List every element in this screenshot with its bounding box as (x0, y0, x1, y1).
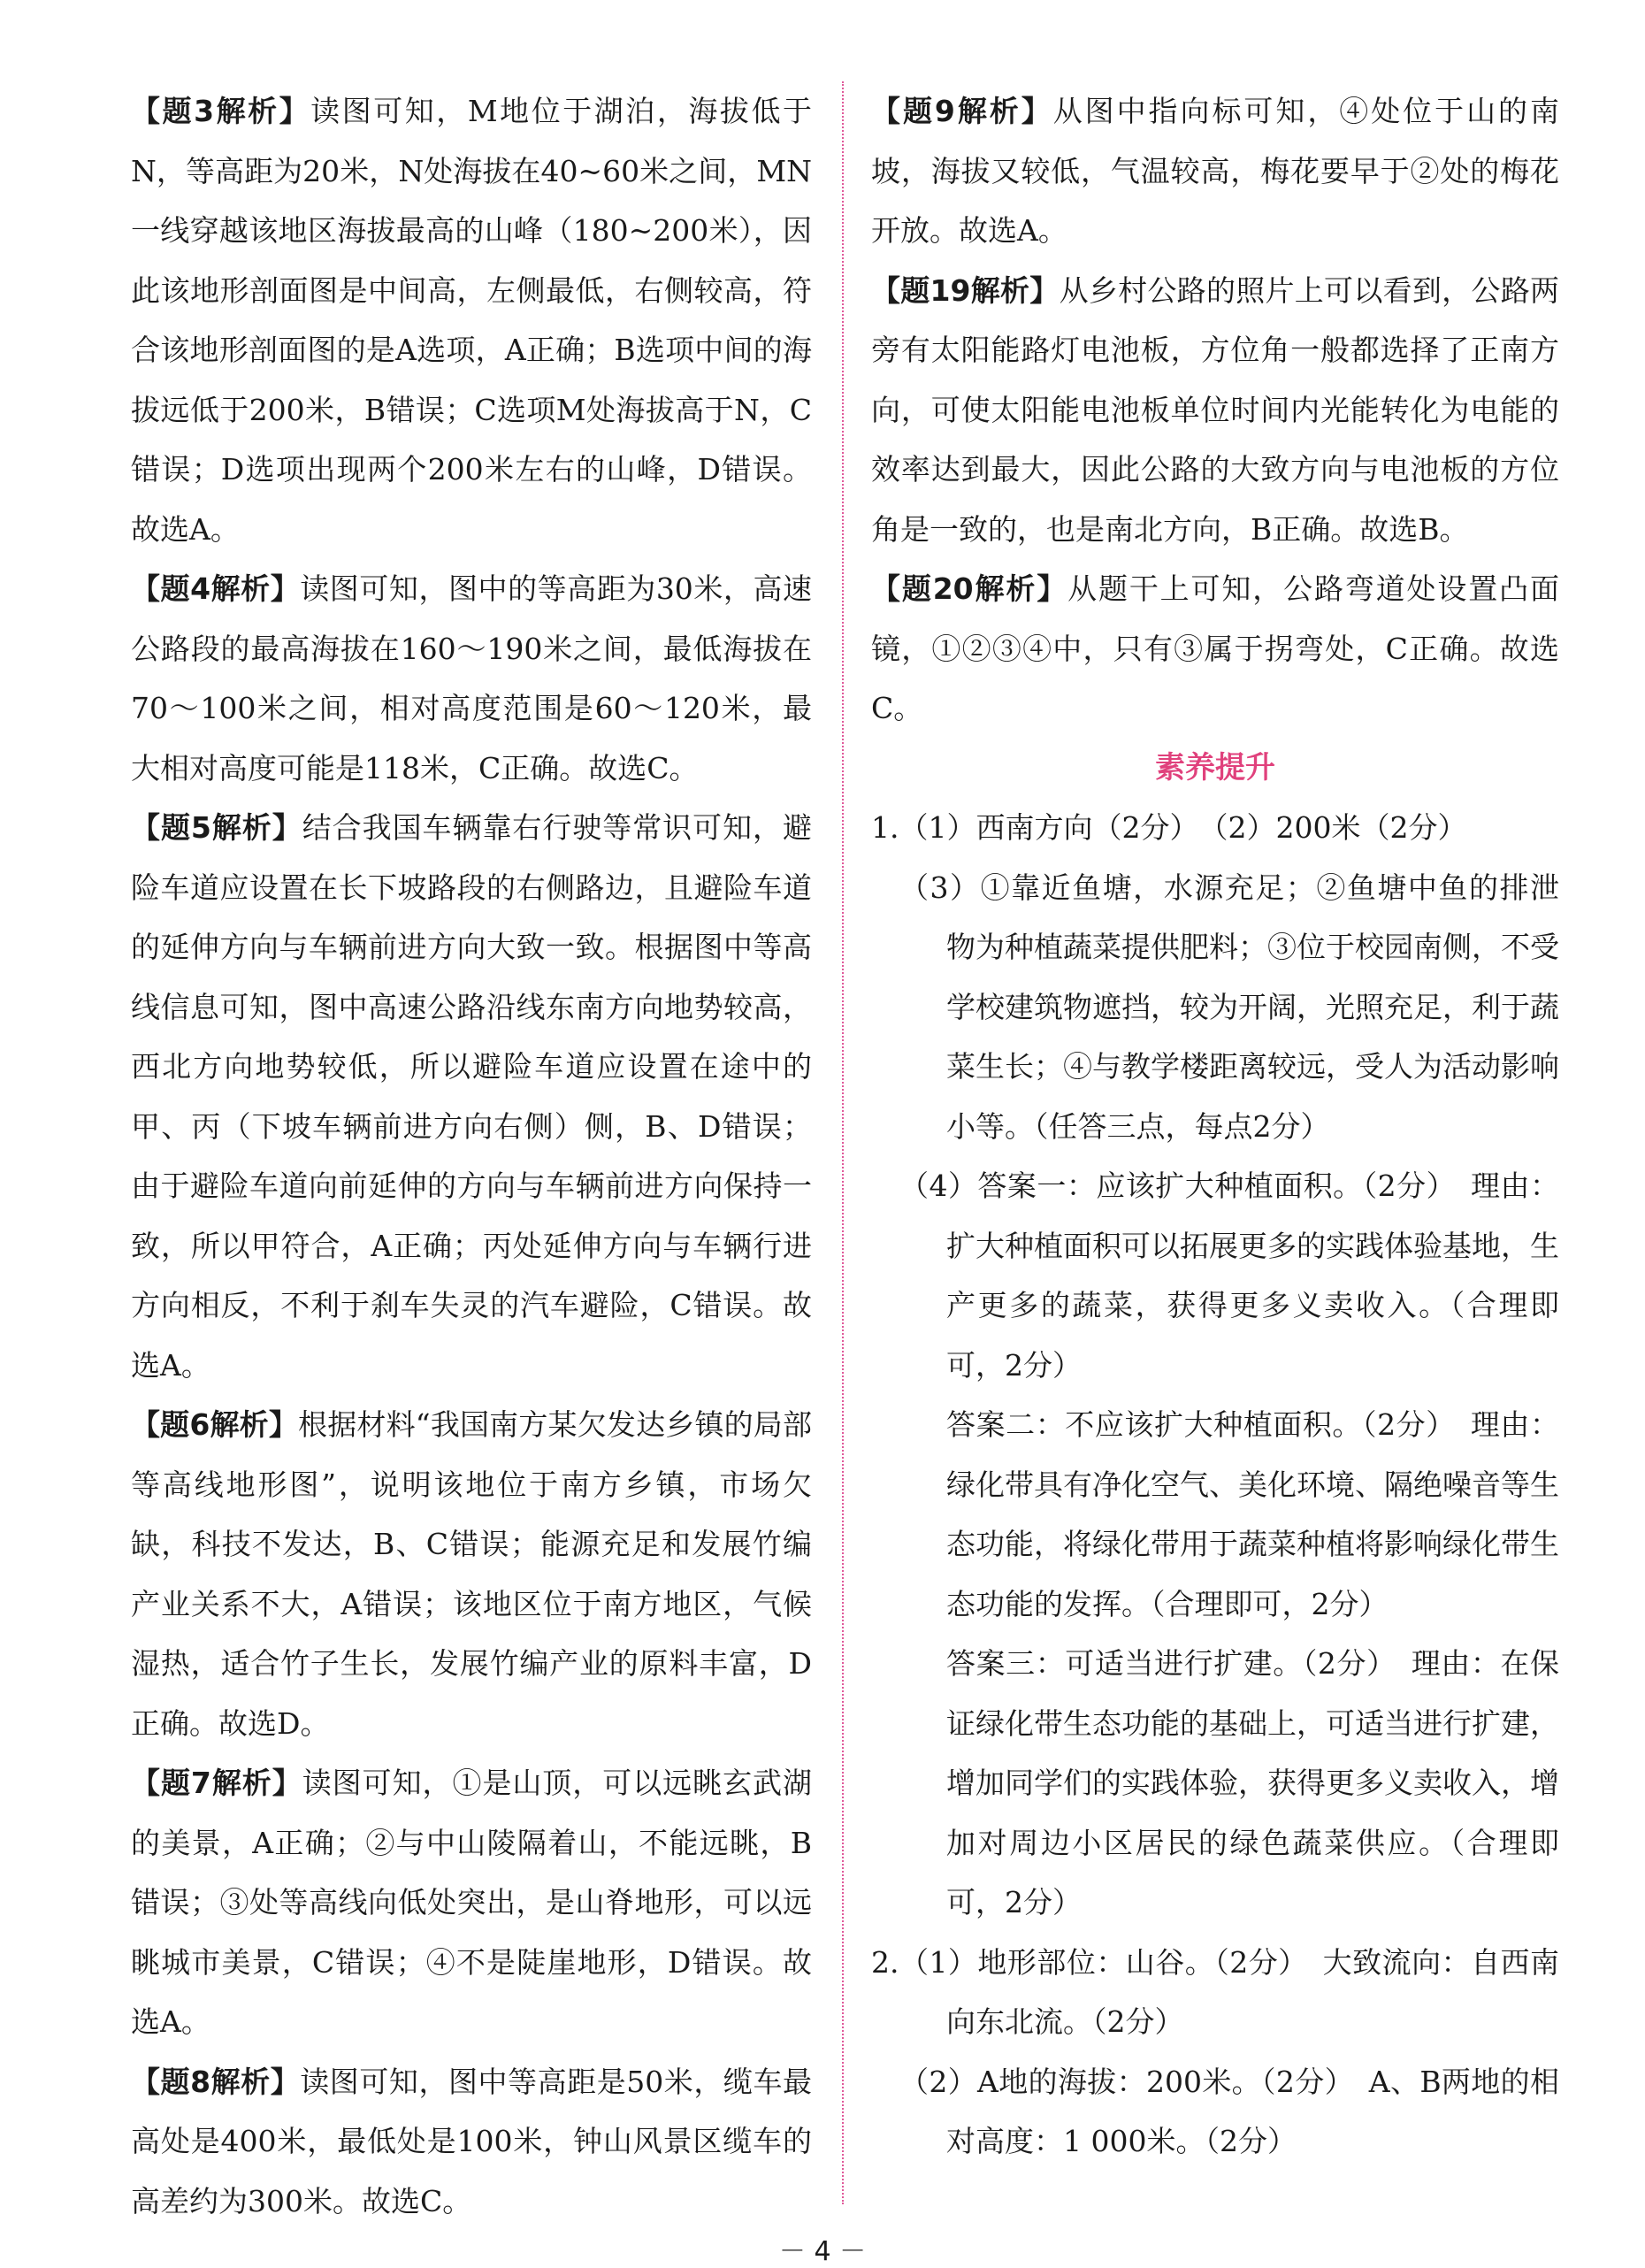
left-column (131, 81, 812, 2231)
q9-text: 从图中指向标可知，④处位于山的南坡，海拔又较低，气温较高，梅花要早于②处的梅花开放。故选A。 (871, 94, 1559, 248)
q5-analysis (131, 798, 812, 1395)
q19-analysis (871, 261, 1559, 560)
q9-analysis (871, 81, 1559, 261)
q20-tag: 【题20解析】 (871, 571, 1068, 606)
q4-tag: 【题4解析】 (131, 571, 301, 606)
q7-text: 读图可知，①是山顶，可以远眺玄武湖的美景，A正确；②与中山陵隔着山，不能远眺，B错误；③处等高线向低处突出，是山脊地形，可以远眺城市美景，C错误；④不是陡崖地形，D错误。故选A。 (131, 1766, 812, 2039)
q6-analysis (131, 1395, 812, 1753)
q7-tag: 【题7解析】 (131, 1766, 302, 1800)
page-number: － 4 － (778, 2236, 867, 2267)
q8-analysis (131, 2052, 812, 2232)
q3-analysis (131, 81, 812, 559)
q8-tag: 【题8解析】 (131, 2064, 301, 2099)
answer-2-part1: 2.（1）地形部位：山谷。（2分） 大致流向：自西南向东北流。（2分） (871, 1944, 1559, 2039)
q3-text: 读图可知，M地位于湖泊，海拔低于N，等高距为20米，N处海拔在40~60米之间，MN一线穿越该地区海拔最高的山峰（180~200米），因此该地形剖面图是中间高，左侧最低，右侧较高，符合该地形剖面图的是A选项，A正确；B选项中间的海拔远低于200米，B错误；C选项M处海拔高于N，C错误；D选项出现两个200米左右的山峰，D错误。故选A。 (131, 94, 812, 547)
q20-text: 从题干上可知，公路弯道处设置凸面镜，①②③④中，只有③属于拐弯处，C正确。故选C。 (871, 571, 1559, 725)
q4-text: 读图可知，图中的等高距为30米，高速公路段的最高海拔在160～190米之间，最低海拔在70～100米之间，相对高度范围是60～120米，最大相对高度可能是118米，C正确。故选C。 (131, 571, 812, 785)
q8-text: 读图可知，图中等高距是50米，缆车最高处是400米，最低处是100米，钟山风景区缆车的高差约为300米。故选C。 (131, 2064, 812, 2218)
answer-2-part2: （2）A地的海拔：200米。（2分） A、B两地的相对高度：1 000米。（2分） (899, 2064, 1559, 2158)
answer-1-part4-option1: （4）答案一：应该扩大种植面积。（2分） 理由：扩大种植面积可以拓展更多的实践体验基地，生产更多的蔬菜，获得更多义卖收入。（合理即可，2分） (899, 1168, 1559, 1383)
q19-tag: 【题19解析】 (871, 272, 1060, 308)
answer-1-part4-option3: 答案三：可适当进行扩建。（2分） 理由：在保证绿化带生态功能的基础上，可适当进行扩建，增加同学们的实践体验，获得更多义卖收入，增加对周边小区居民的绿色蔬菜供应。（合理即可，2分） (946, 1646, 1559, 1919)
q4-analysis (131, 559, 812, 798)
answer-1-line1: 1.（1）西南方向（2分） （2）200米（2分） (871, 810, 1467, 845)
q6-text: 根据材料“我国南方某欠发达乡镇的局部等高线地形图”，说明该地位于南方乡镇，市场欠缺，科技不发达，B、C错误；能源充足和发展竹编产业关系不大，A错误；该地区位于南方地区，气候湿热，适合竹子生长，发展竹编产业的原料丰富，D正确。故选D。 (131, 1407, 812, 1741)
q9-tag: 【题9解析】 (871, 94, 1053, 128)
q5-text: 结合我国车辆靠右行驶等常识可知，避险车道应设置在长下坡路段的右侧路边，且避险车道的延伸方向与车辆前进方向大致一致。根据图中等高线信息可知，图中高速公路沿线东南方向地势较高，西北方向地势较低，所以避险车道应设置在途中的甲、丙（下坡车辆前进方向右侧）侧，B、D错误；由于避险车道向前延伸的方向与车辆前进方向保持一致，所以甲符合，A正确；丙处延伸方向与车辆行进方向相反，不利于刹车失灵的汽车避险，C错误。故选A。 (131, 810, 812, 1383)
answer-1-part4-option2: 答案二：不应该扩大种植面积。（2分） 理由：绿化带具有净化空气、美化环境、隔绝噪音等生态功能，将绿化带用于蔬菜种植将影响绿化带生态功能的发挥。（合理即可，2分） (946, 1407, 1559, 1621)
q6-tag: 【题6解析】 (131, 1407, 299, 1442)
section-title: 素养提升 (1155, 749, 1275, 785)
answer-1-part3: （3）①靠近鱼塘，水源充足；②鱼塘中鱼的排泄物为种植蔬菜提供肥料；③位于校园南侧，不受学校建筑物遮挡，较为开阔，光照充足，利于蔬菜生长；④与教学楼距离较远，受人为活动影响小等。（任答三点，每点2分） (899, 870, 1559, 1144)
q3-tag: 【题3解析】 (131, 94, 311, 128)
q19-text: 从乡村公路的照片上可以看到，公路两旁有太阳能路灯电池板，方位角一般都选择了正南方向，可使太阳能电池板单位时间内光能转化为电能的效率达到最大，因此公路的大致方向与电池板的方位角是一致的，也是南北方向，B正确。故选B。 (871, 272, 1559, 547)
q20-analysis (871, 559, 1559, 739)
q7-analysis (131, 1753, 812, 2052)
q5-tag: 【题5解析】 (131, 810, 302, 845)
right-column (871, 81, 1559, 2172)
column-divider (842, 81, 844, 2204)
